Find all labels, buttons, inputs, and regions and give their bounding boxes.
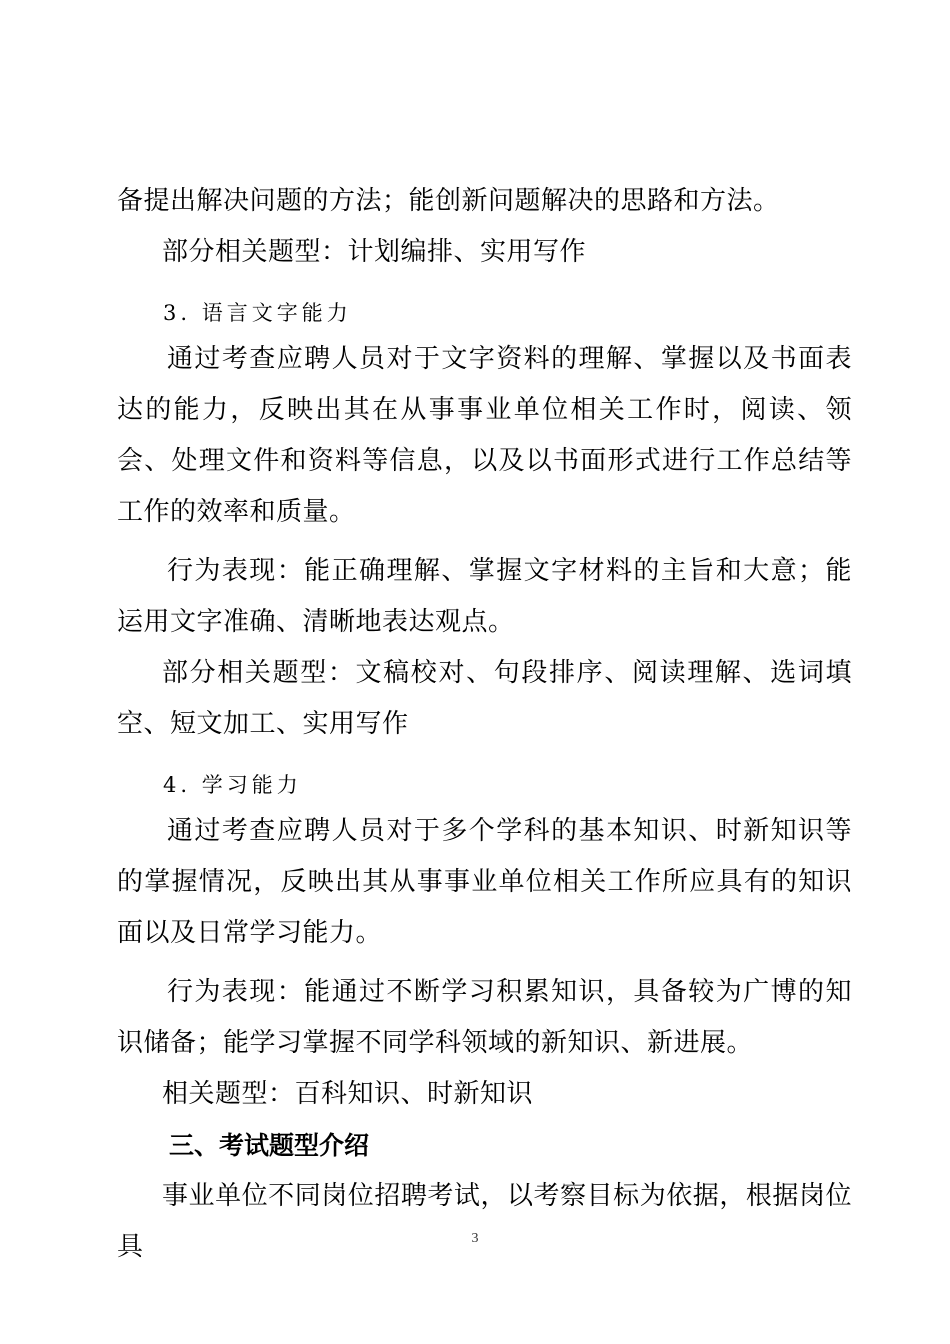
paragraph-language-ability-description: 通过考查应聘人员对于文字资料的理解、掌握以及书面表达的能力，反映出其在从事事业单位相关工作时，阅读、领会、处理文件和资料等信息，以及以书面形式进行工作总结等工作的效率和质量。 — [117, 344, 852, 527]
subheading-learning-ability: 4. 学习能力 — [163, 773, 302, 797]
paragraph-learning-behavior: 行为表现：能通过不断学习积累知识，具备较为广博的知识储备；能学习掌握不同学科领域的新知识、新进展。 — [117, 977, 852, 1058]
paragraph-problem-solving-continued: 备提出解决问题的方法；能创新问题解决的思路和方法。 — [117, 186, 780, 216]
subheading-language-ability: 3. 语言文字能力 — [163, 301, 352, 325]
document-body — [117, 176, 852, 1273]
paragraph-related-question-types-2: 部分相关题型：文稿校对、句段排序、阅读理解、选词填空、短文加工、实用写作 — [117, 658, 852, 739]
page-number: 3 — [471, 1231, 479, 1246]
paragraph-related-question-types-1: 部分相关题型：计划编排、实用写作 — [162, 237, 587, 267]
section-heading-exam-types: 三、考试题型介绍 — [169, 1131, 370, 1160]
paragraph-language-behavior: 行为表现：能正确理解、掌握文字材料的主旨和大意；能运用文字准确、清晰地表达观点。 — [117, 556, 852, 637]
paragraph-related-question-types-3: 相关题型：百科知识、时新知识 — [162, 1079, 534, 1109]
paragraph-learning-ability-description: 通过考查应聘人员对于多个学科的基本知识、时新知识等的掌握情况，反映出其从事事业单位相关工作所应具有的知识面以及日常学习能力。 — [117, 816, 852, 948]
paragraph-exam-types-intro: 事业单位不同岗位招聘考试，以考察目标为依据，根据岗位具 — [117, 1181, 852, 1262]
